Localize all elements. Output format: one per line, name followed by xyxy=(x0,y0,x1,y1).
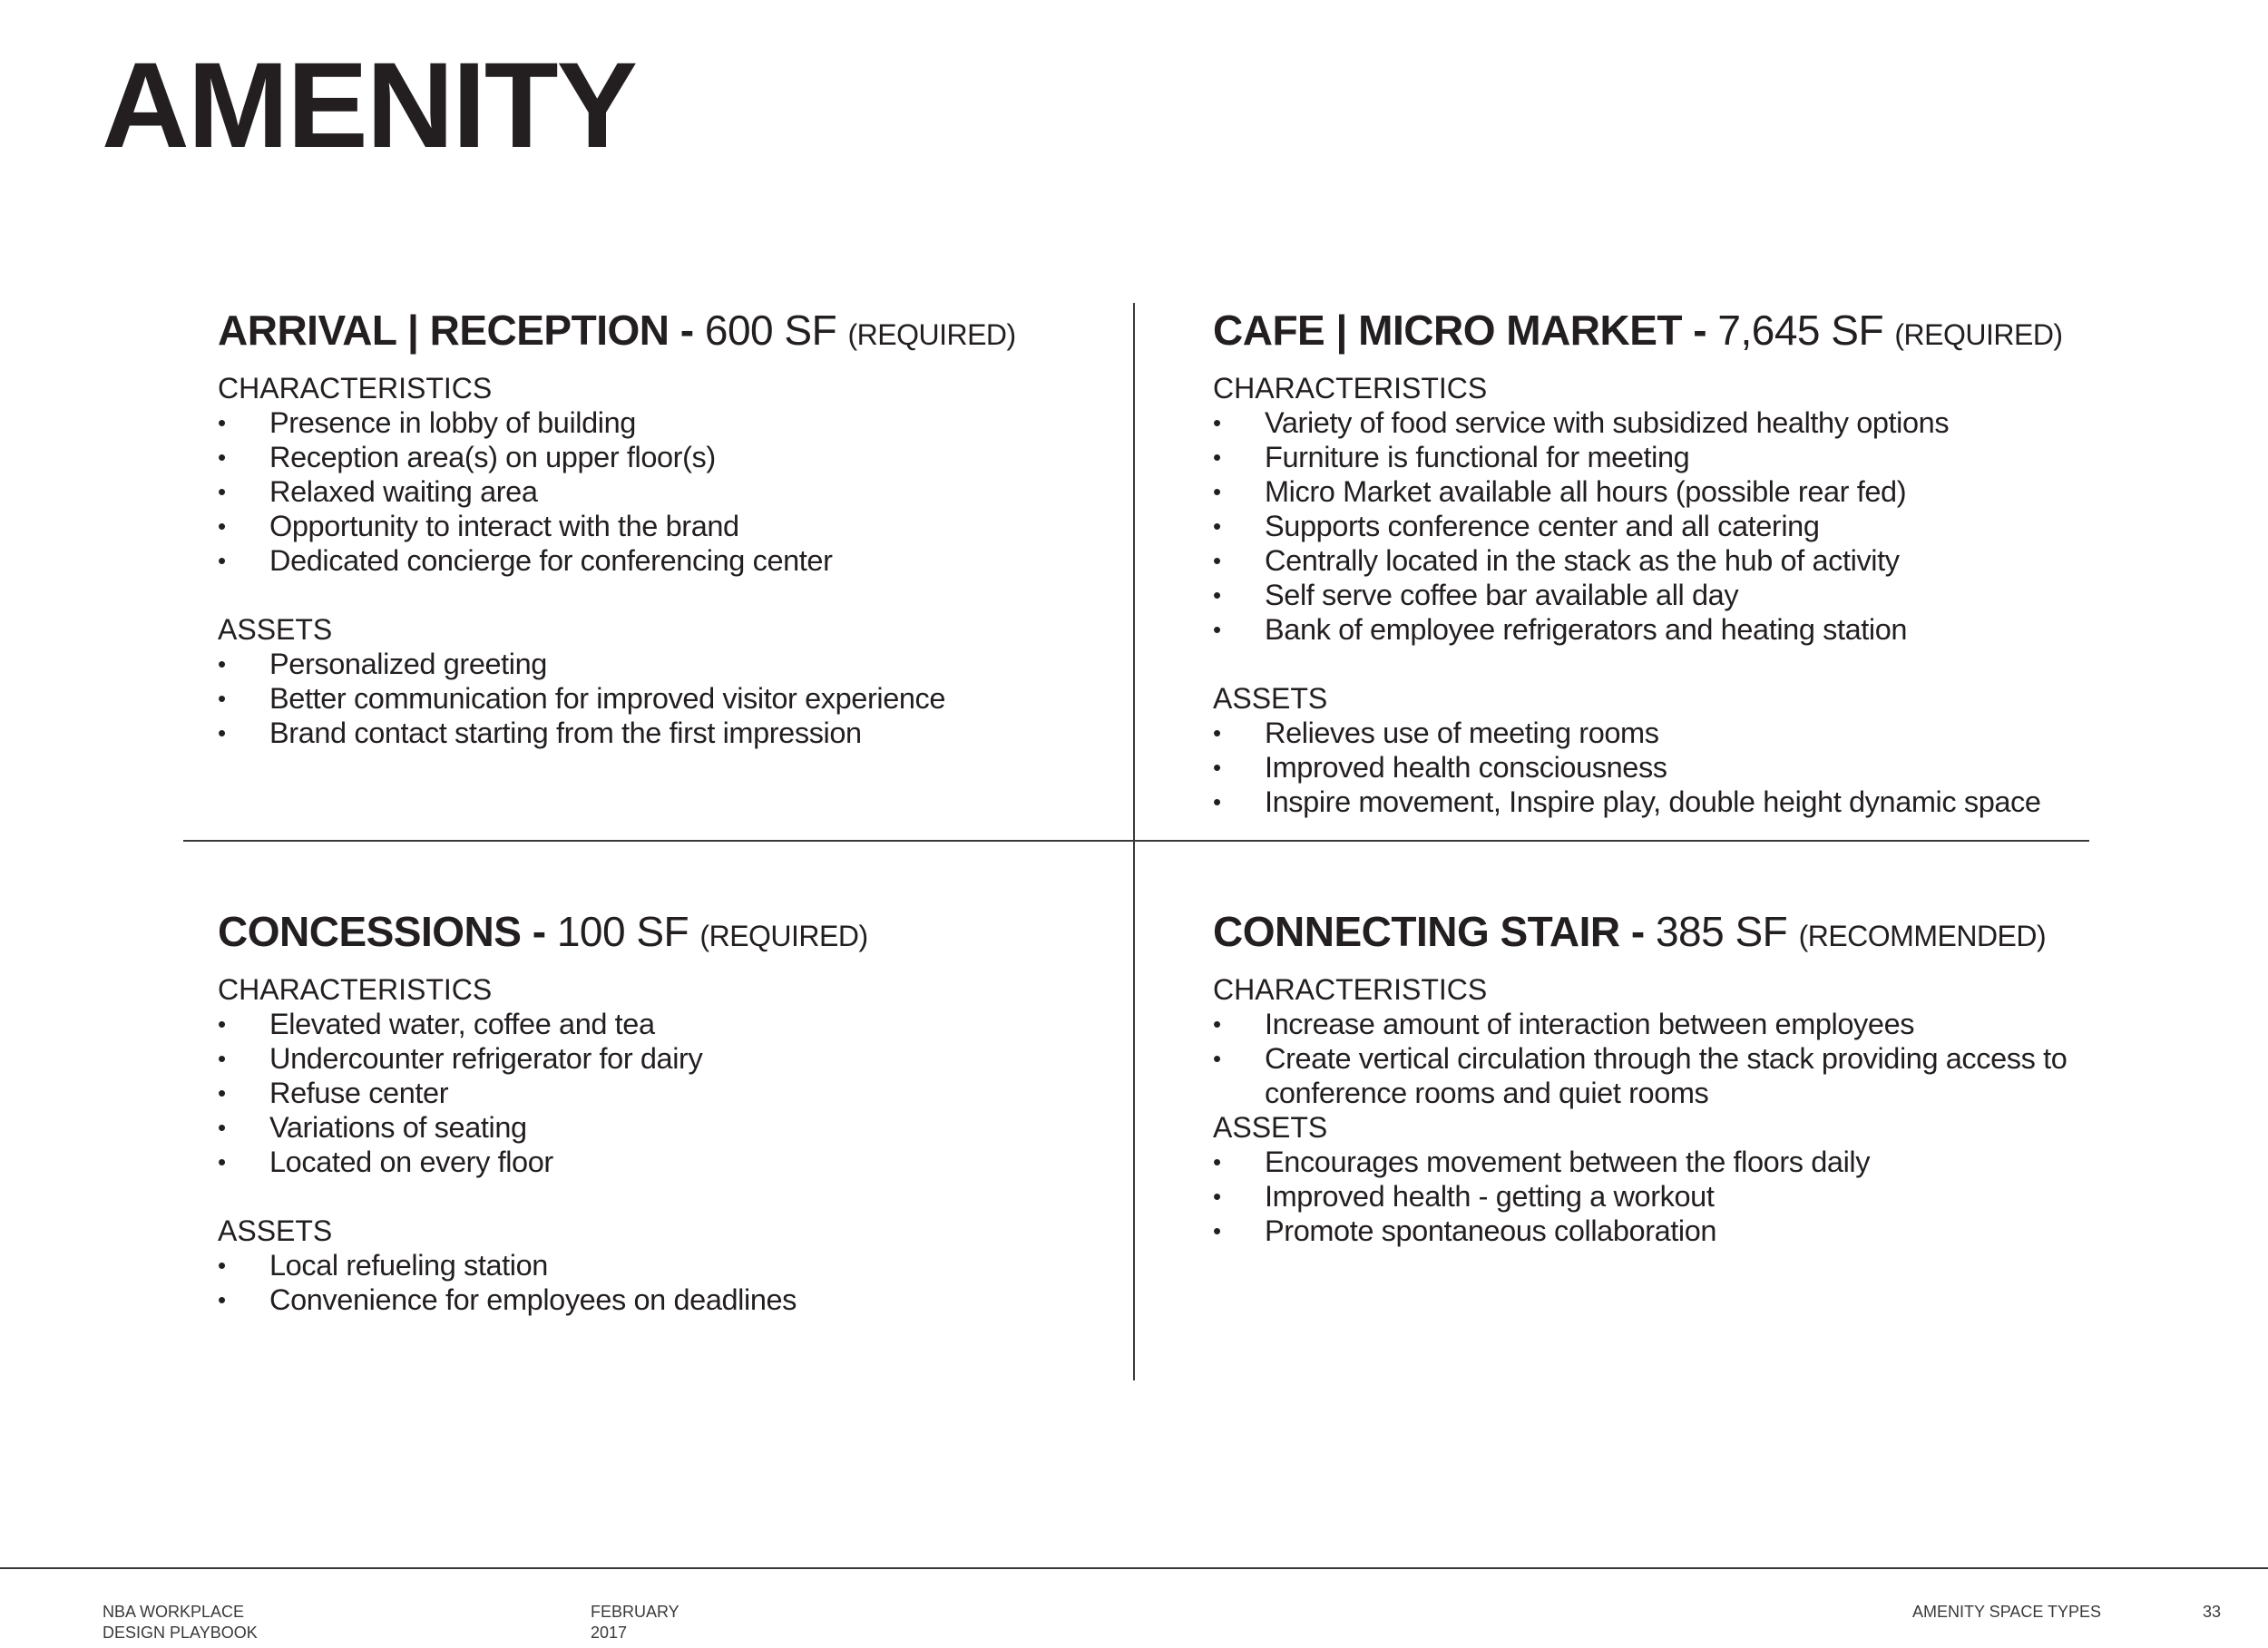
list-item: • Convenience for employees on deadlines xyxy=(218,1282,1134,1317)
horizontal-divider xyxy=(183,840,2089,842)
section-name: ARRIVAL | RECEPTION - xyxy=(218,307,694,354)
assets-label: ASSETS xyxy=(1213,1110,1328,1144)
list-item: • Promote spontaneous collaboration xyxy=(1213,1214,2129,1248)
section-size: 385 SF xyxy=(1655,908,1788,955)
list-item: • Presence in lobby of building xyxy=(218,405,1134,440)
section-name: CAFE | MICRO MARKET - xyxy=(1213,307,1707,354)
footer-date xyxy=(591,1602,679,1643)
characteristics-label: CHARACTERISTICS xyxy=(1213,972,1488,1006)
list-item: • Better communication for improved visitor experience xyxy=(218,681,1134,716)
list-item: • Personalized greeting xyxy=(218,647,1134,681)
list-item: • Variety of food service with subsidized healthy options xyxy=(1213,405,2129,440)
section-name: CONCESSIONS - xyxy=(218,908,546,955)
list-item: • Undercounter refrigerator for dairy xyxy=(218,1041,1134,1076)
section-name: CONNECTING STAIR - xyxy=(1213,908,1645,955)
section-status: (REQUIRED) xyxy=(1894,318,2063,351)
list-item: • Micro Market available all hours (possible rear fed) xyxy=(1213,474,2129,509)
list-item: • Bank of employee refrigerators and heating station xyxy=(1213,612,2129,647)
characteristics-list xyxy=(1213,405,2129,647)
section-status: (RECOMMENDED) xyxy=(1798,920,2047,952)
characteristics-list xyxy=(1213,1007,2129,1110)
list-item: • Reception area(s) on upper floor(s) xyxy=(218,440,1134,474)
list-item: • Improved health - getting a workout xyxy=(1213,1179,2129,1214)
list-item: • Relaxed waiting area xyxy=(218,474,1134,509)
characteristics-list xyxy=(218,405,1134,578)
section-concessions xyxy=(218,908,1134,1317)
assets-label: ASSETS xyxy=(1213,681,1328,715)
section-status: (REQUIRED) xyxy=(699,920,868,952)
footer-section-name: AMENITY SPACE TYPES xyxy=(1912,1603,2102,1621)
section-status: (REQUIRED) xyxy=(847,318,1016,351)
assets-list xyxy=(218,647,1134,750)
footer-page-number: 33 xyxy=(2203,1603,2222,1621)
list-item: • Inspire movement, Inspire play, double height dynamic space xyxy=(1213,785,2129,819)
list-item: • Self serve coffee bar available all day xyxy=(1213,578,2129,612)
list-item: • Increase amount of interaction between employees xyxy=(1213,1007,2129,1041)
list-item: • Located on every floor xyxy=(218,1145,1134,1179)
list-item: • Elevated water, coffee and tea xyxy=(218,1007,1134,1041)
footer-date-line1: FEBRUARY xyxy=(591,1603,679,1621)
footer-publication-line1: NBA WORKPLACE xyxy=(103,1603,245,1621)
section-heading xyxy=(1213,908,2129,956)
list-item: • Dedicated concierge for conferencing center xyxy=(218,543,1134,578)
characteristics-list xyxy=(218,1007,1134,1179)
list-item: • Refuse center xyxy=(218,1076,1134,1110)
list-item: • Relieves use of meeting rooms xyxy=(1213,716,2129,750)
section-arrival-reception xyxy=(218,307,1134,750)
section-heading xyxy=(218,908,1134,956)
list-item: • Variations of seating xyxy=(218,1110,1134,1145)
list-item: • Opportunity to interact with the brand xyxy=(218,509,1134,543)
footer-publication-line2: DESIGN PLAYBOOK xyxy=(103,1624,258,1642)
assets-label: ASSETS xyxy=(218,1214,333,1247)
characteristics-label: CHARACTERISTICS xyxy=(218,972,493,1006)
section-connecting-stair xyxy=(1213,908,2129,1248)
assets-list xyxy=(1213,716,2129,819)
section-heading xyxy=(218,307,1134,355)
section-heading xyxy=(1213,307,2129,355)
list-item: • Improved health consciousness xyxy=(1213,750,2129,785)
page-title: AMENITY xyxy=(102,38,636,173)
section-size: 7,645 SF xyxy=(1717,307,1884,354)
characteristics-label: CHARACTERISTICS xyxy=(1213,371,1488,405)
list-item: • Centrally located in the stack as the hub of activity xyxy=(1213,543,2129,578)
list-item: • Supports conference center and all catering xyxy=(1213,509,2129,543)
list-item: • Create vertical circulation through the stack providing access to conference rooms and quiet rooms xyxy=(1213,1041,2129,1110)
footer-date-line2: 2017 xyxy=(591,1624,628,1642)
assets-list xyxy=(1213,1145,2129,1248)
characteristics-label: CHARACTERISTICS xyxy=(218,371,493,405)
footer-divider xyxy=(0,1567,2268,1569)
assets-list xyxy=(218,1248,1134,1317)
assets-label: ASSETS xyxy=(218,612,333,646)
section-size: 100 SF xyxy=(556,908,689,955)
section-size: 600 SF xyxy=(704,307,837,354)
list-item: • Brand contact starting from the first impression xyxy=(218,716,1134,750)
list-item: • Encourages movement between the floors daily xyxy=(1213,1145,2129,1179)
list-item: • Furniture is functional for meeting xyxy=(1213,440,2129,474)
footer-publication xyxy=(103,1602,258,1643)
section-cafe-micro-market xyxy=(1213,307,2129,819)
list-item: • Local refueling station xyxy=(218,1248,1134,1282)
